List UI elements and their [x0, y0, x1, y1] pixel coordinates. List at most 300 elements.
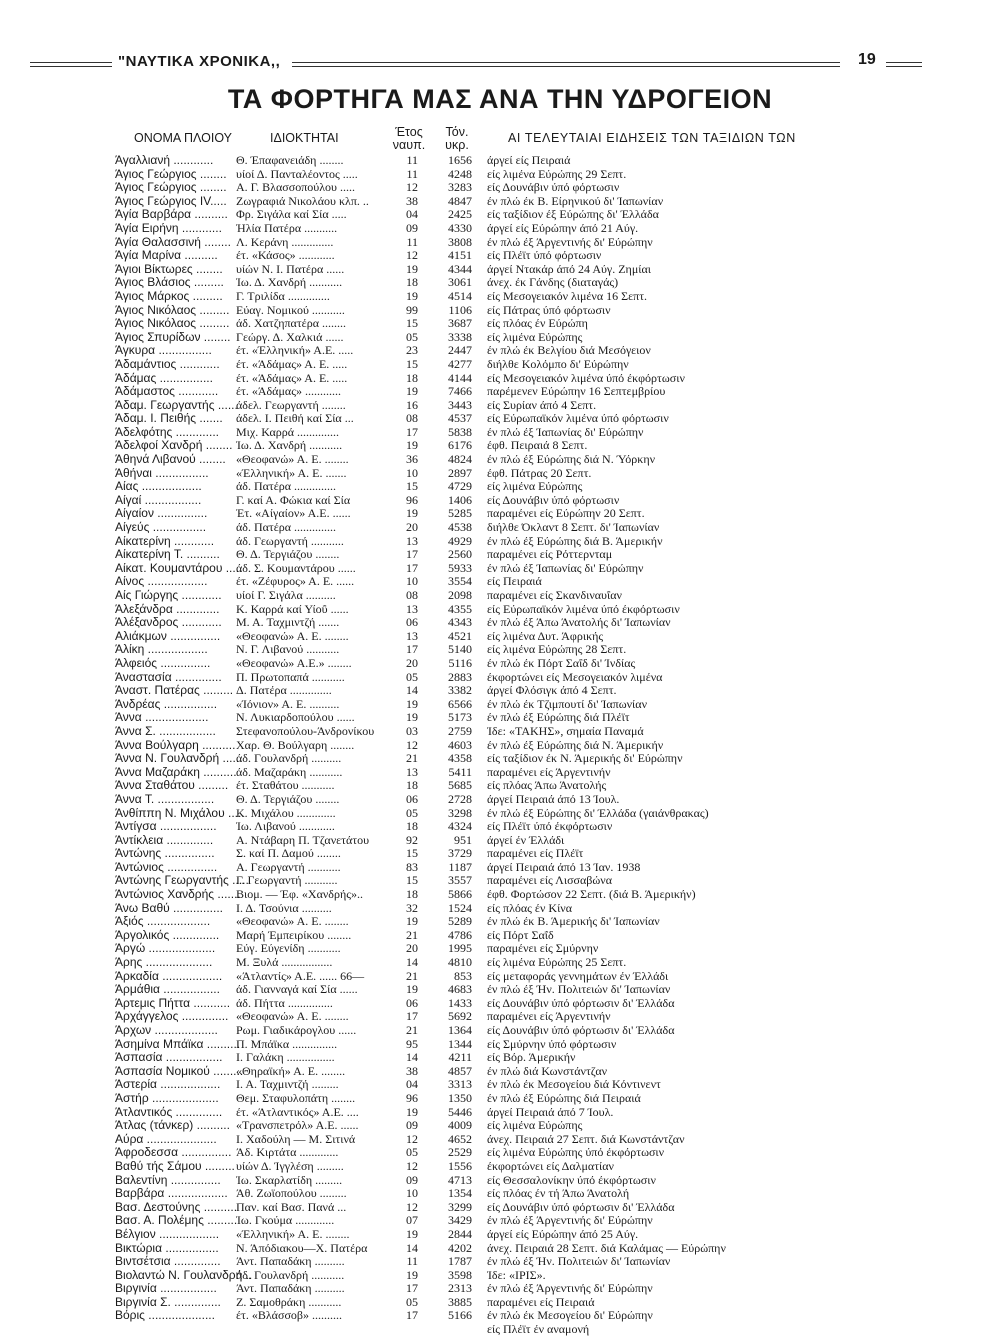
ship-name: Άναστασία ..............: [115, 670, 222, 684]
build-year: 11: [406, 154, 418, 167]
table-row: [0, 970, 1000, 984]
build-year: 20: [406, 942, 418, 956]
owner-name: Λ. Κεράνη ..............: [236, 235, 334, 249]
latest-news: παραμένει είς Σμύρνην: [487, 942, 599, 956]
ship-name: Άδελφότης .............: [115, 425, 219, 439]
latest-news: άνεχ. Πειραιά 28 Σεπτ. διά Καλάμας — Εύρώπην: [487, 1241, 726, 1255]
owner-name: «Θεοφανώ» Α.Ε.» ........: [236, 656, 352, 670]
owner-name: Άδ. Κιρτάτα .............: [236, 1146, 339, 1160]
ship-name: Άρχάγγελος ..............: [115, 1010, 229, 1024]
build-year: 19: [406, 507, 418, 521]
table-row: [0, 480, 1000, 494]
ship-name: Άδάμας ................: [115, 371, 213, 385]
owner-name: Ίω. Λιβανού ............: [236, 820, 335, 834]
table-row: [0, 684, 1000, 698]
owner-name: έτ. «Άδάμας» ............: [236, 385, 341, 399]
table-row: [0, 942, 1000, 956]
owner-name: «Θεοφανώ» Α. Ε. ........: [236, 915, 349, 929]
latest-news: είς Πειραιά: [487, 575, 542, 589]
build-year: 19: [406, 697, 418, 711]
build-year: 14: [406, 1051, 418, 1065]
latest-news: είς Δουνάβιν ύπό φόρτωσιν δι' Έλλάδα: [487, 1200, 675, 1214]
tonnage: 4248: [448, 167, 472, 181]
table-row: [0, 807, 1000, 821]
page-title: ΤΑ ΦΟΡΤΗΓΑ ΜΑΣ ΑΝΑ ΤΗΝ ΥΔΡΟΓΕΙΟΝ: [227, 84, 773, 114]
build-year: 08: [406, 589, 418, 602]
owner-name: Ζωγραφιά Νικολάου κλπ. ..: [236, 194, 369, 208]
ship-name: Αίκατερίνη Τ. ..........: [115, 548, 220, 562]
tonnage: 4009: [448, 1119, 472, 1133]
latest-news: είς ταξίδιον έξ Εύρώπης δι' Έλλάδα: [487, 208, 659, 222]
build-year: 15: [406, 847, 418, 861]
tonnage: 4514: [448, 289, 472, 303]
table-row: [0, 562, 1000, 576]
owner-name: άδ. Σ. Κουμαντάρου ......: [236, 561, 356, 575]
ship-name: Άτλαντικός ..............: [115, 1105, 223, 1119]
tonnage: 3598: [448, 1268, 472, 1282]
owner-name: Μ. Ξυλά .................: [236, 956, 333, 970]
table-row: [0, 766, 1000, 780]
latest-news: έν πλώ έκ Β. Άμερικής δι' Ίαπωνίαν: [487, 915, 660, 929]
build-year: 11: [406, 167, 418, 181]
owner-name: Π. Μπάϊκα ...............: [236, 1037, 338, 1051]
owner-name: άδελ. Ι. Πειθή καί Σία ...: [236, 412, 354, 426]
build-year: 18: [406, 371, 418, 385]
build-year: 19: [406, 711, 418, 725]
tonnage: 1344: [448, 1037, 472, 1051]
latest-news: παραμένει είς Σκανδιναυΐαν: [487, 589, 622, 602]
build-year: 11: [406, 235, 418, 249]
ship-name: Άννα ...................: [115, 711, 209, 725]
latest-news: έν πλώ έξ Άργεντινής δι' Εύρώπην: [487, 1214, 653, 1228]
latest-news: έν πλώ έξ Εύρώπης διά Πειραιά: [487, 1091, 641, 1105]
ship-name: Άργολικός ..............: [115, 928, 220, 942]
table-row: [0, 399, 1000, 413]
owner-name: άδ. Πήττα ...............: [236, 996, 333, 1010]
latest-news: είς Μεσογειακόν λιμένα ύπό έκφόρτωσιν: [487, 371, 685, 385]
build-year: 19: [406, 439, 418, 453]
table-row: [0, 820, 1000, 834]
ship-name: Άδαμ. Ι. Πειθής .......: [115, 412, 223, 426]
owner-name: Ι. Γαλάκη ................: [236, 1051, 335, 1065]
table-row: [0, 1242, 1000, 1256]
ship-name: Άγία Βαρβάρα ..........: [115, 208, 228, 222]
build-year: 10: [406, 466, 418, 480]
owner-name: Θ. Δ. Τεργιάζου ........: [236, 792, 340, 806]
build-year: 38: [406, 194, 418, 208]
table-row: [0, 181, 1000, 195]
ship-name: Άσπασία .................: [115, 1051, 223, 1065]
tonnage: 2447: [448, 344, 472, 358]
ship-name: Άννα Τ. .................: [115, 792, 215, 806]
table-row: [0, 263, 1000, 277]
ship-name: Βιργινία Σ. ..............: [115, 1295, 221, 1309]
tonnage: 4521: [448, 629, 472, 643]
build-year: 92: [406, 833, 418, 847]
ship-list: [0, 154, 1000, 1337]
owner-name: Φρ. Σιγάλα καί Σία .....: [236, 208, 347, 222]
table-row: [0, 494, 1000, 508]
header-rule-left: [30, 62, 112, 67]
tonnage: 1524: [448, 901, 472, 915]
page-header: [0, 40, 1000, 80]
ship-name: Άγιος Γεώργιος IV.....: [115, 194, 227, 208]
ship-name: Άρκαδία ..................: [115, 969, 223, 983]
latest-news: είς Δουνάβιν ύπό φόρτωσιν δι' Έλλάδα: [487, 1024, 675, 1037]
tonnage: 4330: [448, 221, 472, 235]
tonnage: 3299: [448, 1200, 472, 1214]
table-row: [0, 1133, 1000, 1147]
tonnage: 4786: [448, 928, 472, 942]
table-row: [0, 752, 1000, 766]
table-row: [0, 888, 1000, 902]
tonnage: 1433: [448, 996, 472, 1010]
ship-name: Άλεξάνδρα .............: [115, 602, 220, 616]
owner-name: Μ. Α. Ταχμιντζή .......: [236, 616, 340, 630]
ship-name: Αίς Γιώργης ............: [115, 589, 222, 602]
latest-news: είς Μεσογειακόν λιμένα 16 Σεπτ.: [487, 289, 648, 303]
owner-name: Ίω. Γκούμα .............: [236, 1214, 335, 1228]
ship-name: Άνω Βαθύ ...............: [115, 901, 224, 915]
tonnage: 853: [454, 969, 472, 983]
latest-news: έν πλώ έκ Β. Είρηνικού δι' Ίαπωνίαν: [487, 194, 664, 208]
ship-name: Άγία Μαρίνα ..........: [115, 249, 218, 263]
owner-name: «Ίόνιον» Α. Ε. ..........: [236, 697, 340, 711]
latest-news: έν πλώ έξ Ήν. Πολιτειών δι' Ίαπωνίαν: [487, 983, 671, 997]
table-row: [0, 236, 1000, 250]
build-year: 96: [406, 1091, 418, 1105]
tonnage: 2560: [448, 548, 472, 562]
build-year: 14: [406, 684, 418, 698]
ship-name: Άντίκλεια ..............: [115, 833, 214, 847]
table-row: [0, 1106, 1000, 1120]
ship-name: Άννα Ν. Γουλανδρή ......: [115, 752, 243, 766]
table-row: [0, 290, 1000, 304]
latest-news: είς πλόας έν Εύρώπη: [487, 317, 588, 331]
tonnage: 4810: [448, 956, 472, 970]
latest-news: είς πλόας έν τή Άπω Άνατολή: [487, 1187, 630, 1201]
table-row: [0, 439, 1000, 453]
ship-name: Άνδρέας ................: [115, 697, 218, 711]
owner-name: Εύγ. Εύγενίδη ...........: [236, 942, 341, 956]
ship-name: Άρμάθια .................: [115, 983, 220, 997]
tonnage: 4683: [448, 983, 472, 997]
owner-name: Άντ. Παπαδάκη ..........: [236, 1282, 345, 1296]
build-year: 03: [406, 724, 418, 738]
table-row: [0, 915, 1000, 929]
ship-name: Βέλγιον ..................: [115, 1227, 220, 1241]
tonnage: 2883: [448, 670, 472, 684]
table-row: [0, 208, 1000, 222]
table-row: [0, 535, 1000, 549]
tonnage: 4324: [448, 820, 472, 834]
owner-name: Χαρ. Θ. Βούλγαρη ........: [236, 738, 355, 752]
tonnage: 5685: [448, 779, 472, 793]
build-year: 18: [406, 276, 418, 290]
tonnage: 2844: [448, 1227, 472, 1241]
ship-name: Άγιος Σπυρίδων ........: [115, 330, 231, 344]
build-year: 19: [406, 1268, 418, 1282]
build-year: 83: [406, 860, 418, 874]
table-row: [0, 874, 1000, 888]
table-row: [0, 1038, 1000, 1052]
table-row: [0, 331, 1000, 345]
build-year: 17: [406, 1010, 418, 1024]
latest-news: είς Δουνάβιν ύπό φόρτωσιν δι' Έλλάδα: [487, 996, 675, 1010]
build-year: 05: [406, 1295, 418, 1309]
build-year: 05: [406, 670, 418, 684]
table-row: [0, 779, 1000, 793]
owner-name: Ι. Δ. Τσούνια ..........: [236, 901, 332, 915]
tonnage: 5140: [448, 643, 472, 657]
ship-name: Άγιοι Βίκτωρες ........: [115, 262, 223, 276]
latest-news: έφθ. Πάτρας 20 Σεπτ.: [487, 466, 592, 480]
ship-name: Βικτώρια ................: [115, 1241, 219, 1255]
owner-name: υίοί Γ. Σιγάλα ..........: [236, 589, 336, 602]
tonnage: 2425: [448, 208, 472, 222]
latest-news: είς πλόας Άπω Άνατολής: [487, 779, 607, 793]
ship-name: Άτλας (τάνκερ) ..........: [115, 1119, 230, 1133]
tonnage: 4343: [448, 616, 472, 630]
tonnage: 2313: [448, 1282, 472, 1296]
owner-name: «Θηραϊκή» Α. Ε. ........: [236, 1064, 346, 1078]
latest-news: έν πλώ έξ Εύρώπης διά Ν. Ύόρκην: [487, 453, 656, 467]
latest-news: παραμένει είς Πειραιά: [487, 1295, 595, 1309]
owner-name: Άντ. Παπαδάκη ..........: [236, 1255, 345, 1269]
tonnage: 4355: [448, 602, 472, 616]
latest-news: άργεί Πειραιά άπό 13 Ίουλ.: [487, 792, 620, 806]
tonnage: 3298: [448, 806, 472, 820]
page-number: 19: [858, 51, 876, 68]
build-year: 12: [406, 738, 418, 752]
ship-name: Άννα Σταθάτου .........: [115, 779, 229, 793]
latest-news: είς ταξίδιον έκ Ν. Άμερικής δι' Εύρώπην: [487, 752, 683, 766]
build-year: 20: [406, 656, 418, 670]
table-row: [0, 997, 1000, 1011]
table-row: [0, 154, 1000, 168]
table-row: [0, 372, 1000, 386]
ship-name: Άγιος Γεώργιος ........: [115, 181, 227, 195]
build-year: 05: [406, 330, 418, 344]
latest-news: έν πλώ έκ Μεσογείου δι' Εύρώπην: [487, 1309, 653, 1323]
latest-news: είς μεταφοράς γεννημάτων έν Έλλάδι: [487, 969, 669, 983]
build-year: 06: [406, 616, 418, 630]
owner-name: άδ. Πατέρα ..............: [236, 521, 337, 535]
ship-name: Άργώ ....................: [115, 942, 216, 956]
owner-name: Α. Γ. Βλασσοπούλου .....: [236, 181, 355, 195]
latest-news: άνεχ. Πειραιά 27 Σεπτ. διά Κωνστάντζαν: [487, 1132, 685, 1146]
owner-name: Μιχ. Καρρά ..............: [236, 425, 339, 439]
ship-name: Βαλεντίνη ...............: [115, 1173, 221, 1187]
tonnage: 1106: [448, 303, 472, 317]
build-year: 19: [406, 983, 418, 997]
tonnage: 3687: [448, 317, 472, 331]
ship-name: Άθηνά Λιβανού ........: [115, 453, 226, 467]
tonnage: 3382: [448, 684, 472, 698]
table-row: [0, 1078, 1000, 1092]
ship-name: Άδαμ. Γεωργαντής ......: [115, 398, 238, 412]
build-year: 32: [406, 901, 418, 915]
table-row: [0, 453, 1000, 467]
latest-news: είς Πλέϊτ ύπό φόρτωσιν: [487, 249, 602, 263]
owner-name: Ν. Άπόδιακου—Χ. Πατέρα: [236, 1241, 368, 1255]
latest-news: άργεί είς Πειραιά: [487, 154, 571, 167]
owner-name: Έτ. «Αίγαίον» Α.Ε. ......: [236, 507, 351, 521]
owner-name: «Τρανσπετρόλ» Α.Ε. ......: [236, 1119, 359, 1133]
latest-news: είς πλόας έν Κίνα: [487, 901, 573, 915]
ship-name: Άστήρ ....................: [115, 1091, 219, 1105]
owner-name: Στεφανοπούλου-Άνδρονίκου: [236, 724, 375, 738]
ship-name: Αίγαίον ...............: [115, 507, 208, 521]
ship-name: Άγιος Γεώργιος ........: [115, 167, 227, 181]
latest-news: έφθ. Πειραιά 8 Σεπτ.: [487, 439, 588, 453]
owner-name: Σ. καί Π. Δαμού ........: [236, 847, 341, 861]
table-row: [0, 711, 1000, 725]
table-row: [0, 1187, 1000, 1201]
ship-name: Άγιος Νικόλαος .........: [115, 303, 230, 317]
ship-name: Αίνος ..................: [115, 575, 208, 589]
ship-name: Βαρβάρα ..................: [115, 1187, 228, 1201]
owner-name: Γ. καί Α. Φώκια καί Σία: [236, 493, 351, 507]
build-year: 13: [406, 602, 418, 616]
table-row: [0, 358, 1000, 372]
ship-name: Άλφειός ...............: [115, 656, 211, 670]
tonnage: 1187: [448, 860, 472, 874]
table-row: [0, 725, 1000, 739]
build-year: 06: [406, 792, 418, 806]
build-year: 05: [406, 806, 418, 820]
build-year: 04: [406, 208, 418, 222]
tonnage: 5446: [448, 1105, 472, 1119]
build-year: 12: [406, 181, 418, 195]
owner-name: έτ. «Άτλαντικός» Α.Ε. ....: [236, 1105, 359, 1119]
ship-name: Άννα Βούλγαρη ..........: [115, 738, 236, 752]
tonnage: 3429: [448, 1214, 472, 1228]
column-header-year: Έτος ναυπ.: [392, 125, 426, 152]
owner-name: Βιομ. — Έφ. «Χανδρής»..: [236, 888, 363, 902]
build-year: 20: [406, 521, 418, 535]
table-row: [0, 902, 1000, 916]
latest-news: άργεί Πειραιά άπό 13 Ίαν. 1938: [487, 860, 641, 874]
tonnage: 3061: [448, 276, 472, 290]
latest-news: έν πλώ έξ Άπω Άνατολής δι' Ίαπωνίαν: [487, 616, 671, 630]
latest-news: έν πλώ έξ Εύρώπης διά Πλέϊτ: [487, 711, 630, 725]
tonnage: 5866: [448, 888, 472, 902]
latest-news: έν πλώ έξ Εύρώπης διά Ν. Άμερικήν: [487, 738, 664, 752]
latest-news: έν πλώ έκ Μεσογείου διά Κόντινεντ: [487, 1078, 661, 1092]
ship-name: Άγιος Μάρκος .........: [115, 289, 223, 303]
build-year: 13: [406, 765, 418, 779]
table-row: [0, 467, 1000, 481]
owner-name: υίών Ν. Ι. Πατέρα ......: [236, 262, 345, 276]
ship-name: Άγία Ειρήνη ............: [115, 221, 222, 235]
build-year: 04: [406, 1078, 418, 1092]
tonnage: 3338: [448, 330, 472, 344]
column-header-news: ΑΙ ΤΕΛΕΥΤΑΙΑΙ ΕΙΔΗΣΕΙΣ ΤΩΝ ΤΑΞΙΔΙΩΝ ΤΩΝ: [508, 131, 796, 145]
latest-news: παραμένει είς Εύρώπην 20 Σεπτ.: [487, 507, 645, 521]
build-year: 12: [406, 249, 418, 263]
tonnage: 4729: [448, 480, 472, 494]
table-row: [0, 929, 1000, 943]
ship-name: Άντώνης ...............: [115, 847, 215, 861]
owner-name: έτ. «Ζέφυρος» Α. Ε. ......: [236, 575, 355, 589]
ship-name: Αύρα .....................: [115, 1132, 217, 1146]
tonnage: 951: [454, 833, 472, 847]
tonnage: 5116: [448, 656, 472, 670]
build-year: 15: [406, 480, 418, 494]
tonnage: 1787: [448, 1255, 472, 1269]
table-row: [0, 698, 1000, 712]
build-year: 18: [406, 888, 418, 902]
ship-name: Άντίγσα .................: [115, 820, 217, 834]
ship-name: Άννα Σ. .................: [115, 724, 216, 738]
owner-name: άδ. Γεωργαντή ...........: [236, 534, 344, 548]
ship-name: Άγία Θαλασσινή ........: [115, 235, 231, 249]
ship-name: Άννα Μαζαράκη ..........: [115, 765, 237, 779]
table-row: [0, 507, 1000, 521]
latest-news: έν πλώ έκ Τζιμπουτί δι' Ίαπωνίαν: [487, 697, 648, 711]
tonnage: 3557: [448, 874, 472, 888]
owner-name: άδ. Πατέρα ..............: [236, 480, 337, 494]
tonnage: 5166: [448, 1309, 472, 1323]
table-row: [0, 1255, 1000, 1269]
ship-name: Άξιός ...................: [115, 915, 211, 929]
build-year: 21: [406, 1024, 418, 1037]
build-year: 17: [406, 561, 418, 575]
tonnage: 5173: [448, 711, 472, 725]
build-year: 12: [406, 1200, 418, 1214]
owner-name: Γ. Τριλίδα ..............: [236, 289, 330, 303]
tonnage: 4344: [448, 262, 472, 276]
latest-news: είς Εύρωπαϊκόν λιμένα ύπό φόρτωσιν: [487, 412, 669, 426]
ship-name: Άντώνης Γεωργαντής .....: [115, 874, 249, 888]
ship-name: Άρης ....................: [115, 956, 213, 970]
tonnage: 3808: [448, 235, 472, 249]
ship-name: Βιντσέτσια ..............: [115, 1255, 221, 1269]
ship-name: Άντώνιος ...............: [115, 860, 218, 874]
owner-name: έτ. «Βλάσσοβ» ..........: [236, 1309, 343, 1323]
latest-news: έκφορτώνει είς Δαλματίαν: [487, 1159, 614, 1173]
latest-news: είς λιμένα Εύρώπης ύπό έκφόρτωσιν: [487, 1146, 665, 1160]
table-row: [0, 344, 1000, 358]
tonnage: 4857: [448, 1064, 472, 1078]
ship-name: Αίας ..................: [115, 480, 202, 494]
latest-news: άργεί Πειραιά άπό 7 Ίουλ.: [487, 1105, 614, 1119]
latest-news: έν πλώ έξ Άργεντινής δι' Εύρώπην: [487, 235, 653, 249]
latest-news: έν πλώ έξ Ίαπωνίας δι' Εύρώπην: [487, 425, 644, 439]
latest-news: άργεί είς Εύρώπην άπό 25 Αύγ.: [487, 1227, 639, 1241]
owner-name: άδ. Γουλανδρή ..........: [236, 752, 342, 766]
latest-news: Ίδε: «ΤΑΚΗΣ», σημαία Παναμά: [487, 724, 644, 738]
build-year: 95: [406, 1037, 418, 1051]
owner-name: Κ. Μιχάλου .............: [236, 806, 336, 820]
latest-news: είς Πλέϊτ ύπό έκφόρτωσιν: [487, 820, 613, 834]
build-year: 14: [406, 956, 418, 970]
table-row: [0, 834, 1000, 848]
table-row: [0, 426, 1000, 440]
table-row: [0, 385, 1000, 399]
build-year: 19: [406, 385, 418, 399]
latest-news: είς Εύρωπαϊκόν λιμένα ύπό έκφόρτωσιν: [487, 602, 680, 616]
owner-name: Δ. Πατέρα ..............: [236, 684, 332, 698]
latest-news: παραμένει είς Λισσαβώνα: [487, 874, 613, 888]
tonnage: 4824: [448, 453, 472, 467]
latest-news: διήλθε Όκλαντ 8 Σεπτ. δι' Ίαπωνίαν: [487, 521, 660, 535]
tonnage: 4713: [448, 1173, 472, 1187]
build-year: 15: [406, 317, 418, 331]
latest-news: είς λιμένα Εύρώπης 25 Σεπτ.: [487, 956, 627, 970]
table-row: [0, 603, 1000, 617]
